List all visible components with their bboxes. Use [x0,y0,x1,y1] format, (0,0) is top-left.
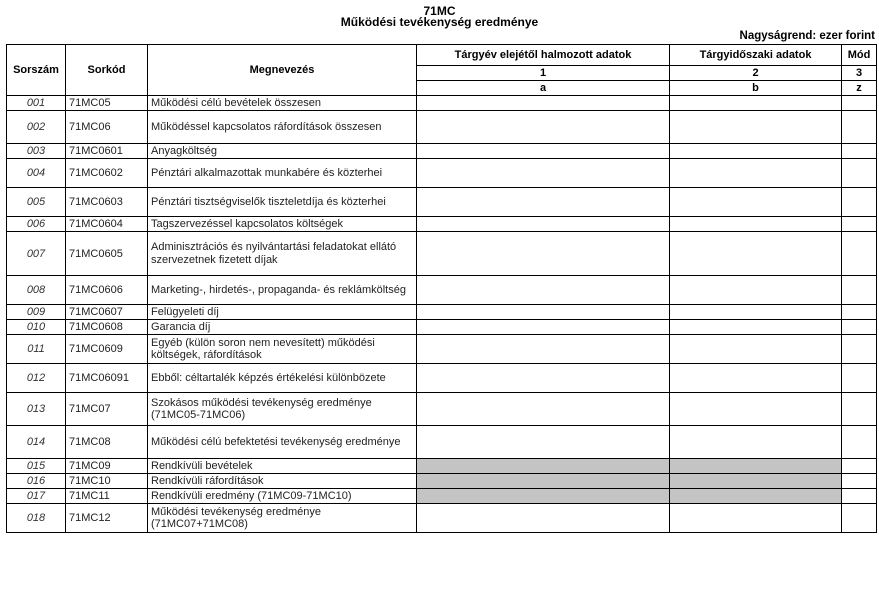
row-sorkod: 71MC0603 [66,188,148,217]
value-cell-col1[interactable] [417,489,670,504]
table-row [7,320,877,335]
value-cell-col1[interactable] [417,188,670,217]
report-table [6,44,877,533]
row-megnevezes: Pénztári alkalmazottak munkabére és közterhei [148,159,417,188]
table-row [7,144,877,159]
value-cell-col1[interactable] [417,111,670,144]
table-row [7,489,877,504]
table-row [7,111,877,144]
table-row [7,459,877,474]
table-row [7,217,877,232]
value-cell-mod[interactable] [842,159,877,188]
row-sorszam: 004 [7,159,66,188]
form-title: Működési tevékenység eredménye [340,15,539,29]
row-megnevezes: Működési célú bevételek összesen [148,96,417,111]
table-row [7,393,877,426]
row-sorkod: 71MC0606 [66,276,148,305]
row-sorkod: 71MC09 [66,459,148,474]
value-cell-col1[interactable] [417,364,670,393]
header-letter-a: a [417,81,670,96]
row-sorkod: 71MC06091 [66,364,148,393]
value-cell-mod[interactable] [842,474,877,489]
value-cell-col2[interactable] [670,474,842,489]
value-cell-col1[interactable] [417,217,670,232]
value-cell-mod[interactable] [842,504,877,533]
value-cell-col2[interactable] [670,96,842,111]
row-megnevezes: Felügyeleti díj [148,305,417,320]
row-sorszam: 018 [7,504,66,533]
row-sorszam: 016 [7,474,66,489]
row-sorszam: 012 [7,364,66,393]
table-row [7,474,877,489]
value-cell-col2[interactable] [670,159,842,188]
row-sorkod: 71MC07 [66,393,148,426]
table-row [7,426,877,459]
row-sorszam: 013 [7,393,66,426]
row-sorkod: 71MC0602 [66,159,148,188]
value-cell-col1[interactable] [417,426,670,459]
value-cell-mod[interactable] [842,426,877,459]
row-sorkod: 71MC0609 [66,335,148,364]
value-cell-col2[interactable] [670,188,842,217]
row-sorszam: 007 [7,232,66,276]
header-letter-b: b [670,81,842,96]
table-row [7,96,877,111]
row-megnevezes: Működéssel kapcsolatos ráfordítások összesen [148,111,417,144]
table-body [7,96,877,533]
value-cell-col1[interactable] [417,232,670,276]
value-cell-col2[interactable] [670,276,842,305]
value-cell-mod[interactable] [842,459,877,474]
value-cell-col1[interactable] [417,459,670,474]
value-cell-col2[interactable] [670,459,842,474]
table-row [7,276,877,305]
row-megnevezes: Rendkívüli bevételek [148,459,417,474]
row-sorszam: 011 [7,335,66,364]
row-sorkod: 71MC0604 [66,217,148,232]
row-sorszam: 017 [7,489,66,504]
value-cell-col1[interactable] [417,144,670,159]
value-cell-mod[interactable] [842,305,877,320]
value-cell-col1[interactable] [417,504,670,533]
header-col1: Tárgyév elejétől halmozott adatok [417,45,670,66]
row-megnevezes: Garancia díj [148,320,417,335]
value-cell-col1[interactable] [417,474,670,489]
row-sorszam: 001 [7,96,66,111]
row-sorszam: 015 [7,459,66,474]
row-megnevezes: Rendkívüli eredmény (71MC09-71MC10) [148,489,417,504]
value-cell-mod[interactable] [842,320,877,335]
value-cell-mod[interactable] [842,144,877,159]
table-row [7,364,877,393]
header-num-2: 2 [670,66,842,81]
row-megnevezes: Tagszervezéssel kapcsolatos költségek [148,217,417,232]
row-sorszam: 005 [7,188,66,217]
value-cell-col2[interactable] [670,489,842,504]
value-cell-mod[interactable] [842,364,877,393]
row-megnevezes: Egyéb (külön soron nem nevesített) működési költségek, ráfordítások [148,335,417,364]
header-num-1: 1 [417,66,670,81]
form-code-title: 71MC [423,4,456,18]
row-sorkod: 71MC11 [66,489,148,504]
value-cell-col1[interactable] [417,393,670,426]
row-sorkod: 71MC06 [66,111,148,144]
row-sorszam: 009 [7,305,66,320]
value-cell-col2[interactable] [670,393,842,426]
value-cell-col1[interactable] [417,159,670,188]
table-row [7,188,877,217]
row-sorkod: 71MC0607 [66,305,148,320]
row-sorszam: 003 [7,144,66,159]
table-row [7,335,877,364]
value-cell-col2[interactable] [670,504,842,533]
value-cell-col1[interactable] [417,305,670,320]
row-megnevezes: Ebből: céltartalék képzés értékelési különbözete [148,364,417,393]
header-sorkod: Sorkód [66,45,148,96]
value-cell-col2[interactable] [670,305,842,320]
value-cell-col1[interactable] [417,276,670,305]
value-cell-mod[interactable] [842,276,877,305]
row-sorszam: 014 [7,426,66,459]
row-sorkod: 71MC08 [66,426,148,459]
header-col3: Mód [842,45,877,66]
row-megnevezes: Működési tevékenység eredménye (71MC07+71MC08) [148,504,417,533]
header-num-3: 3 [842,66,877,81]
value-cell-mod[interactable] [842,232,877,276]
unit-label: Nagyságrend: ezer forint [739,30,875,42]
value-cell-mod[interactable] [842,188,877,217]
row-megnevezes: Marketing-, hirdetés-, propaganda- és reklámköltség [148,276,417,305]
table-row [7,305,877,320]
header-sorszam: Sorszám [7,45,66,96]
row-sorkod: 71MC10 [66,474,148,489]
row-sorszam: 002 [7,111,66,144]
row-sorkod: 71MC0601 [66,144,148,159]
value-cell-col2[interactable] [670,111,842,144]
value-cell-col1[interactable] [417,96,670,111]
table-row [7,504,877,533]
value-cell-col1[interactable] [417,320,670,335]
value-cell-mod[interactable] [842,335,877,364]
value-cell-mod[interactable] [842,96,877,111]
value-cell-mod[interactable] [842,111,877,144]
value-cell-col2[interactable] [670,232,842,276]
row-sorkod: 71MC12 [66,504,148,533]
value-cell-col2[interactable] [670,320,842,335]
value-cell-mod[interactable] [842,393,877,426]
value-cell-col1[interactable] [417,335,670,364]
header-col2: Tárgyidőszaki adatok [670,45,842,66]
row-sorkod: 71MC0605 [66,232,148,276]
value-cell-mod[interactable] [842,489,877,504]
table-row [7,159,877,188]
row-sorkod: 71MC0608 [66,320,148,335]
row-sorszam: 008 [7,276,66,305]
value-cell-col2[interactable] [670,335,842,364]
table-row [7,232,877,276]
row-megnevezes: Szokásos működési tevékenység eredménye (71MC05-71MC06) [148,393,417,426]
row-megnevezes: Rendkívüli ráfordítások [148,474,417,489]
value-cell-mod[interactable] [842,217,877,232]
value-cell-col2[interactable] [670,217,842,232]
header-megnevezes: Megnevezés [148,45,417,96]
value-cell-col2[interactable] [670,364,842,393]
row-megnevezes: Működési célú befektetési tevékenység eredménye [148,426,417,459]
header-letter-z: z [842,81,877,96]
row-megnevezes: Pénztári tisztségviselők tiszteletdíja és közterhei [148,188,417,217]
row-sorkod: 71MC05 [66,96,148,111]
value-cell-col2[interactable] [670,426,842,459]
value-cell-col2[interactable] [670,144,842,159]
row-sorszam: 006 [7,217,66,232]
row-megnevezes: Adminisztrációs és nyilvántartási feladatokat ellátó szervezetnek fizetett díjak [148,232,417,276]
row-megnevezes: Anyagköltség [148,144,417,159]
row-sorszam: 010 [7,320,66,335]
